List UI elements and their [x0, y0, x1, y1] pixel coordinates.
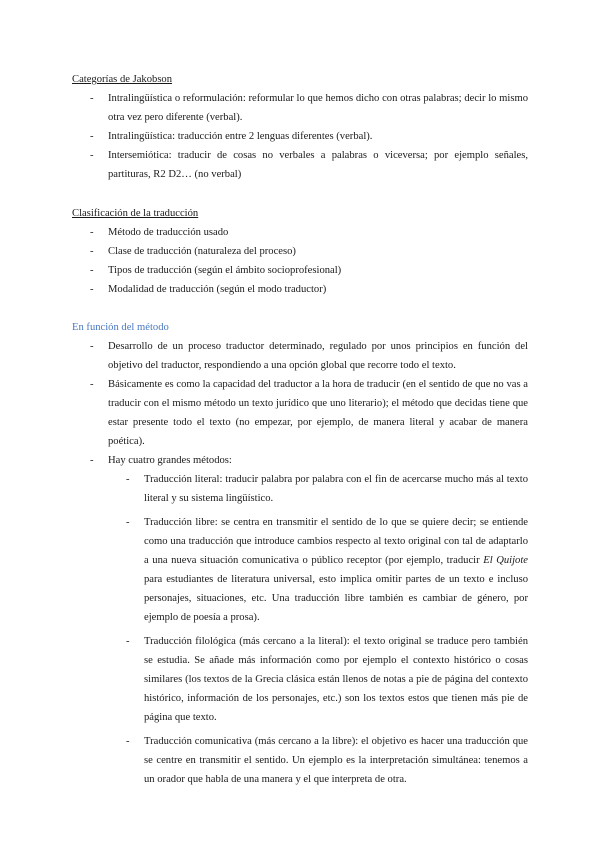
method-libre-text-b: para estudiantes de literatura universal, esto implica omitir partes de un texto e incluso personajes, situaciones, etc. Una traducción libre también es cambiar de género, por ejemplo de poesía a prosa). — [144, 574, 528, 623]
list-item: - Intralingüística o reformulación: reformular lo que hemos dicho con otras palabras; decir lo mismo otra vez pero diferente (verbal). — [72, 89, 528, 127]
list-item: - Modalidad de traducción (según el modo traductor) — [72, 280, 528, 299]
jakobson-list — [72, 89, 528, 184]
list-item: - Desarrollo de un proceso traductor determinado, regulado por unos principios en función del objetivo del traductor, respondiendo a una opción global que recorre todo el texto. — [72, 337, 528, 375]
list-item — [72, 451, 528, 470]
method-literal: - Traducción literal: traducir palabra por palabra con el fin de acercarse mucho más al texto literal y su sistema lingüístico. — [108, 470, 528, 508]
method-libre — [108, 513, 528, 627]
method-filologica: - Traducción filológica (más cercano a la literal): el texto original se traduce pero también se estudia. Se añade más información como por ejemplo el contexto histórico o cosas similares (los textos de la Grecia clásica están llenos de notas a pie de página del contexto histórico, información de los personajes, etc.) son los textos estos que tienen más pie de página que texto. — [108, 632, 528, 727]
section-metodo — [72, 318, 528, 789]
method-comunicativa: - Traducción comunicativa (más cercano a la libre): el objetivo es hacer una traducción que se centre en transmitir el sentido. Un ejemplo es la interpretación simultánea: tenemos a un orador que habla de una manera y el que interpreta de otra. — [108, 732, 528, 789]
list-item: - Tipos de traducción (según el ámbito socioprofesional) — [72, 261, 528, 280]
methods-intro: Hay cuatro grandes métodos: — [108, 455, 232, 466]
section-title-metodo: En función del método — [72, 322, 169, 333]
section-clasificacion — [72, 204, 528, 299]
list-item: - Intersemiótica: traducir de cosas no verbales a palabras o viceversa; por ejemplo señales, partituras, R2 D2… (no verbal) — [72, 146, 528, 184]
clasificacion-list — [72, 223, 528, 299]
list-item: - Básicamente es como la capacidad del traductor a la hora de traducir (en el sentido de que no vas a traducir con el mismo método un texto jurídico que uno literario); el método que decidas tiene que estar presente todo el texto (no empezar, por ejemplo, de manera literal y acabar de manera poética). — [72, 375, 528, 451]
list-item: - Intralingüística: traducción entre 2 lenguas diferentes (verbal). — [72, 127, 528, 146]
method-libre-text-a: Traducción libre: se centra en transmitir el sentido de lo que se quiere decir; se entiende como una traducción que introduce cambios respecto al texto original con tal de adaptarlo a una nueva situación comunicativa o público receptor (por ejemplo, traducir — [144, 517, 528, 566]
methods-list — [108, 470, 528, 789]
list-item: - Método de traducción usado — [72, 223, 528, 242]
metodo-list — [72, 337, 528, 470]
section-title-clasificacion: Clasificación de la traducción — [72, 208, 199, 219]
list-item: - Clase de traducción (naturaleza del proceso) — [72, 242, 528, 261]
section-title-jakobson: Categorías de Jakobson — [72, 74, 173, 85]
section-jakobson — [72, 70, 528, 184]
method-libre-title: El Quijote — [483, 555, 528, 566]
